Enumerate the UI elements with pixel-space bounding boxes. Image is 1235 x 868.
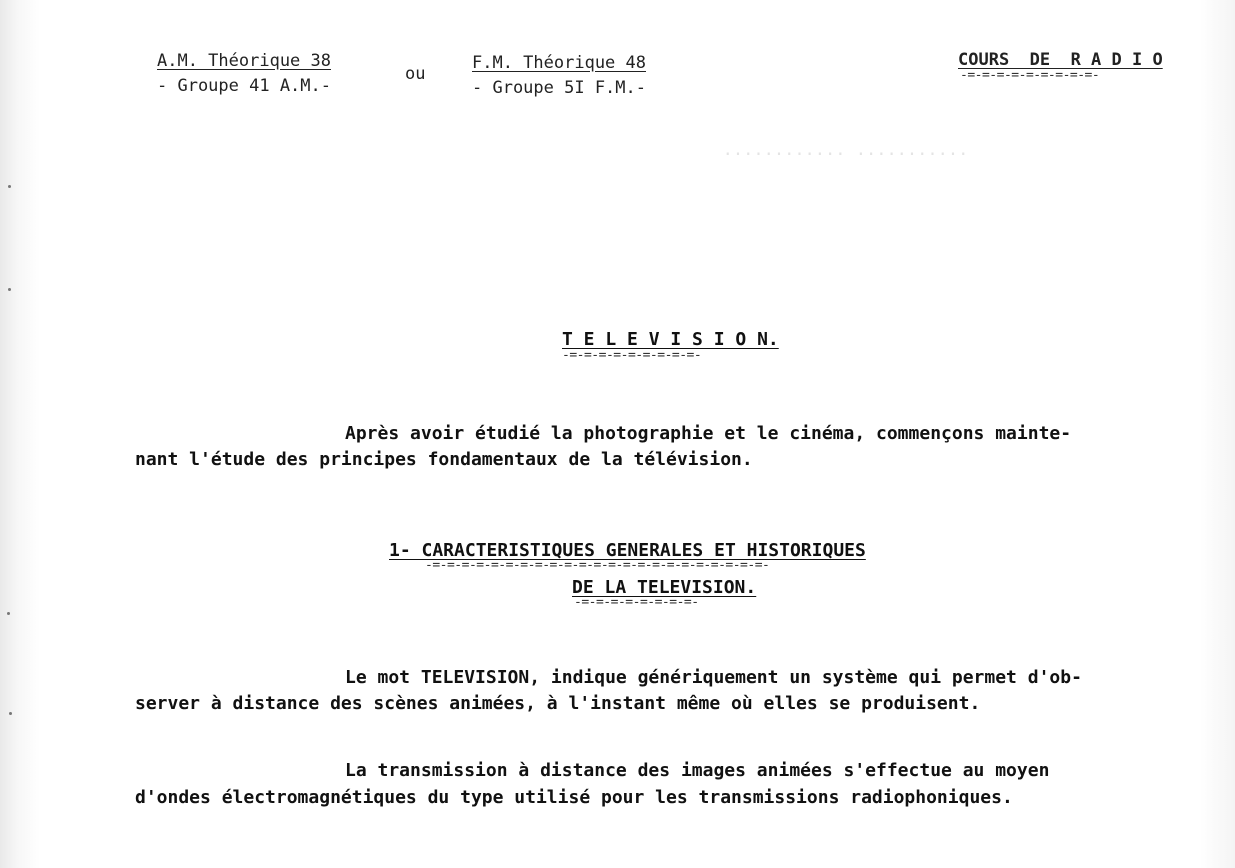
section-heading-underline-2: -=-=-=-=-=-=-=-=-	[574, 595, 699, 610]
intro-line-2: nant l'étude des principes fondamentaux de la télévision.	[135, 449, 753, 470]
header-connector: ou	[405, 64, 426, 84]
section-heading-underline-1: -=-=-=-=-=-=-=-=-=-=-=-=-=-=-=-=-=-=-=-=-=-=-=-	[425, 558, 770, 573]
margin-speck	[7, 612, 10, 615]
header-fm-groupe: - Groupe 5I F.M.-	[472, 78, 646, 98]
paragraph-2-line-2: d'ondes électromagnétiques du type utilisé pour les transmissions radiophoniques.	[135, 787, 1013, 808]
paragraph-2-line-1: La transmission à distance des images animées s'effectue au moyen	[345, 760, 1050, 781]
section-heading-line-2: DE LA TELEVISION.	[572, 577, 757, 598]
header-am-groupe: - Groupe 41 A.M.-	[157, 76, 331, 96]
margin-speck	[8, 185, 11, 188]
bleed-through-texture: ............ ...........	[170, 140, 969, 160]
section-heading-line-1: 1- CARACTERISTIQUES GENERALES ET HISTORIQUES	[389, 540, 866, 561]
header-course-underline: -=-=-=-=-=-=-=-=-=-	[960, 68, 1100, 83]
header-am-theorique: A.M. Théorique 38	[157, 51, 331, 71]
document-title: T E L E V I S I O N.	[562, 329, 779, 350]
margin-speck	[8, 288, 11, 291]
header-course-title: COURS DE R A D I O	[958, 50, 1163, 70]
intro-line-1: Après avoir étudié la photographie et le cinéma, commençons mainte-	[345, 423, 1072, 444]
paragraph-1-line-1: Le mot TELEVISION, indique génériquement un système qui permet d'ob-	[345, 667, 1082, 688]
margin-speck	[9, 712, 12, 715]
title-underline: -=-=-=-=-=-=-=-=-=-	[562, 348, 702, 363]
header-fm-theorique: F.M. Théorique 48	[472, 53, 646, 73]
paragraph-1-line-2: server à distance des scènes animées, à l'instant même où elles se produisent.	[135, 693, 981, 714]
